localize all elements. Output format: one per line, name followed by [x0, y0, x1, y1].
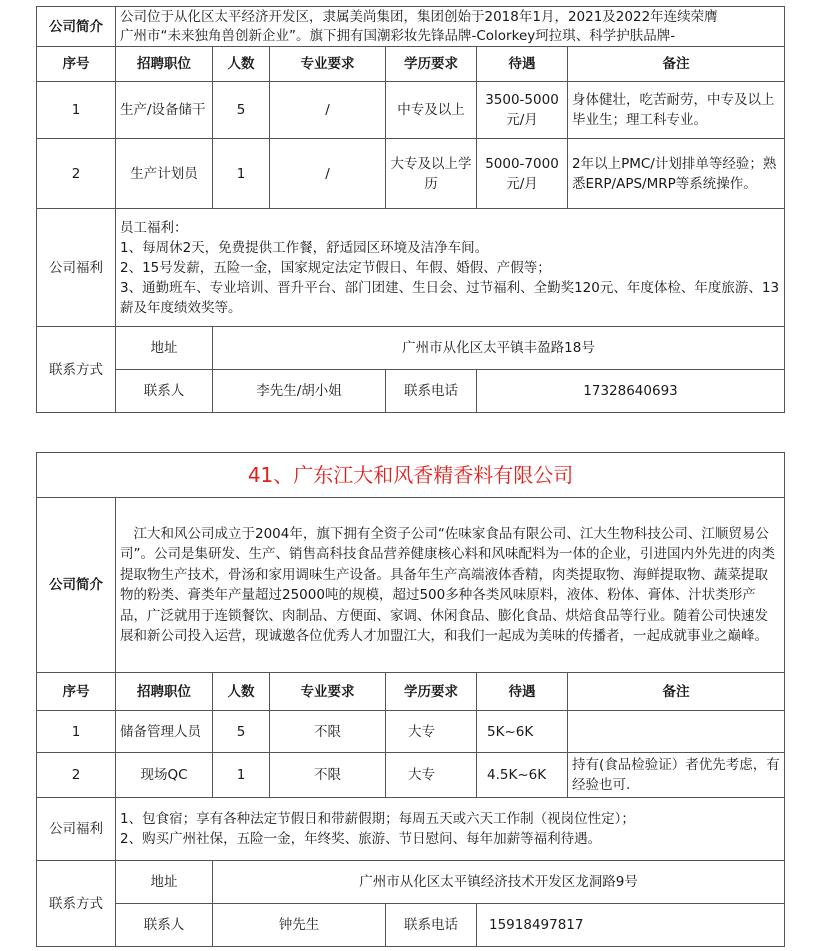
contact-row: [37, 904, 785, 947]
title-row: [37, 453, 785, 498]
table-row: [37, 139, 785, 209]
welfare-line: 1、包食宿；享有各种法定节假日和带薪假期；每周五天或六天工作制（视岗位性定）；: [120, 811, 635, 827]
job-remark: 持有(食品检验证）者优先考虑，有经验也可.: [568, 753, 785, 798]
job-position: 生产/设备储干: [116, 82, 213, 139]
job-remark: [568, 711, 785, 753]
header-count: 人数: [213, 47, 270, 82]
welfare-line: 员工福利：: [120, 219, 188, 236]
job-major: 不限: [270, 711, 386, 753]
job-education: 中专及以上: [386, 82, 477, 139]
table-row: [37, 753, 785, 798]
header-seq: 序号: [37, 47, 116, 82]
job-seq: 2: [37, 753, 116, 798]
header-major: 专业要求: [270, 673, 386, 711]
job-count: 5: [213, 711, 270, 753]
job-major: 不限: [270, 753, 386, 798]
header-position: 招聘职位: [116, 47, 213, 82]
job-count: 5: [213, 82, 270, 139]
header-education: 学历要求: [386, 47, 477, 82]
header-major: 专业要求: [270, 47, 386, 82]
job-count: 1: [213, 139, 270, 209]
welfare-label: 公司福利: [37, 209, 116, 327]
header-count: 人数: [213, 673, 270, 711]
header-salary: 待遇: [477, 47, 568, 82]
header-seq: 序号: [37, 673, 116, 711]
company-title: 41、广东江大和风香精香料有限公司: [37, 453, 785, 498]
welfare-line: 2、购买广州社保，五险一金，年终奖、旅游、节日慰问、每年加薪等福利待遇。: [120, 831, 602, 847]
welfare-line: 2、15号发薪，五险一金，国家规定法定节假日、年假、婚假、产假等；: [120, 259, 551, 276]
header-remark: 备注: [568, 673, 785, 711]
job-position: 生产计划员: [116, 139, 213, 209]
intro-text: [116, 7, 785, 47]
header-position: 招聘职位: [116, 673, 213, 711]
job-major: /: [270, 82, 386, 139]
welfare-text: [116, 209, 785, 327]
address-label: 地址: [116, 861, 213, 904]
header-row: [37, 673, 785, 711]
person-label: 联系人: [116, 370, 213, 413]
company-41-table: [36, 452, 785, 947]
job-remark: 身体健壮，吃苦耐劳，中专及以上毕业生；理工科专业。: [568, 82, 785, 139]
address-row: [37, 861, 785, 904]
person-value: 钟先生: [213, 904, 386, 947]
intro-label: 公司简介: [37, 7, 116, 47]
address-value: 广州市从化区太平镇丰盈路18号: [213, 327, 785, 370]
contact-row: [37, 370, 785, 413]
header-salary: 待遇: [477, 673, 568, 711]
welfare-label: 公司福利: [37, 798, 116, 861]
job-salary: 5000-7000元/月: [477, 139, 568, 209]
intro-label: 公司简介: [37, 498, 116, 673]
welfare-text: [116, 798, 785, 861]
header-education: 学历要求: [386, 673, 477, 711]
intro-line: 广州市“未来独角兽创新企业”。旗下拥有国潮彩妆先锋品牌-Colorkey珂拉琪、科学护肤品牌-: [120, 27, 676, 44]
job-seq: 1: [37, 82, 116, 139]
intro-row: [37, 498, 785, 673]
job-seq: 2: [37, 139, 116, 209]
job-major: /: [270, 139, 386, 209]
contact-label: 联系方式: [37, 327, 116, 413]
welfare-row: [37, 798, 785, 861]
intro-line: 公司位于从化区太平经济开发区，隶属美尚集团，集团创始于2018年1月，2021及2022年连续荣膺: [120, 8, 718, 25]
phone-label: 联系电话: [386, 904, 477, 947]
phone-label: 联系电话: [386, 370, 477, 413]
contact-label: 联系方式: [37, 861, 116, 947]
job-education: 大专: [386, 753, 477, 798]
person-label: 联系人: [116, 904, 213, 947]
company-prev-table: [36, 6, 785, 413]
job-count: 1: [213, 753, 270, 798]
job-salary: 5K~6K: [477, 711, 568, 753]
header-remark: 备注: [568, 47, 785, 82]
address-row: [37, 327, 785, 370]
intro-text: 江大和风公司成立于2004年，旗下拥有全资子公司“佐味家食品有限公司、江大生物科技公司、江顺贸易公司”。公司是集研发、生产、销售高科技食品营养健康核心料和风味配料为一体的企业，引进国内外先进的肉类提取物生产技术，骨汤和家用调味生产设备。具备年生产高端液体香精，肉类提取物、海鲜提取物、蔬菜提取物的粉类、膏类年产量超过25000吨的规模，超过500多种各类风味原料，液体、粉体、膏体、汁状类形产品，广泛就用于连锁餐饮、肉制品、方便面、家调、休闲食品、膨化食品、烘焙食品等行业。随着公司快速发展和新公司投入运营，现诚邀各位优秀人才加盟江大，和我们一起成为美味的传播者，一起成就事业之巅峰。: [116, 498, 785, 673]
job-remark: 2年以上PMC/计划排单等经验；熟悉ERP/APS/MRP等系统操作。: [568, 139, 785, 209]
welfare-line: 1、每周休2天，免费提供工作餐，舒适园区环境及洁净车间。: [120, 239, 489, 256]
phone-value: 15918497817: [477, 904, 785, 947]
header-row: [37, 47, 785, 82]
address-label: 地址: [116, 327, 213, 370]
job-education: 大专: [386, 711, 477, 753]
table-row: [37, 711, 785, 753]
job-position: 现场QC: [116, 753, 213, 798]
intro-row: [37, 7, 785, 47]
table-row: [37, 82, 785, 139]
job-salary: 4.5K~6K: [477, 753, 568, 798]
welfare-row: [37, 209, 785, 327]
job-position: 储备管理人员: [116, 711, 213, 753]
job-salary: 3500-5000元/月: [477, 82, 568, 139]
address-value: 广州市从化区太平镇经济技术开发区龙洞路9号: [213, 861, 785, 904]
person-value: 李先生/胡小姐: [213, 370, 386, 413]
welfare-line: 3、通勤班车、专业培训、晋升平台、部门团建、生日会、过节福利、全勤奖120元、年度体检、年度旅游、13薪及年度绩效奖等。: [120, 279, 780, 316]
job-seq: 1: [37, 711, 116, 753]
job-education: 大专及以上学历: [386, 139, 477, 209]
phone-value: 17328640693: [477, 370, 785, 413]
